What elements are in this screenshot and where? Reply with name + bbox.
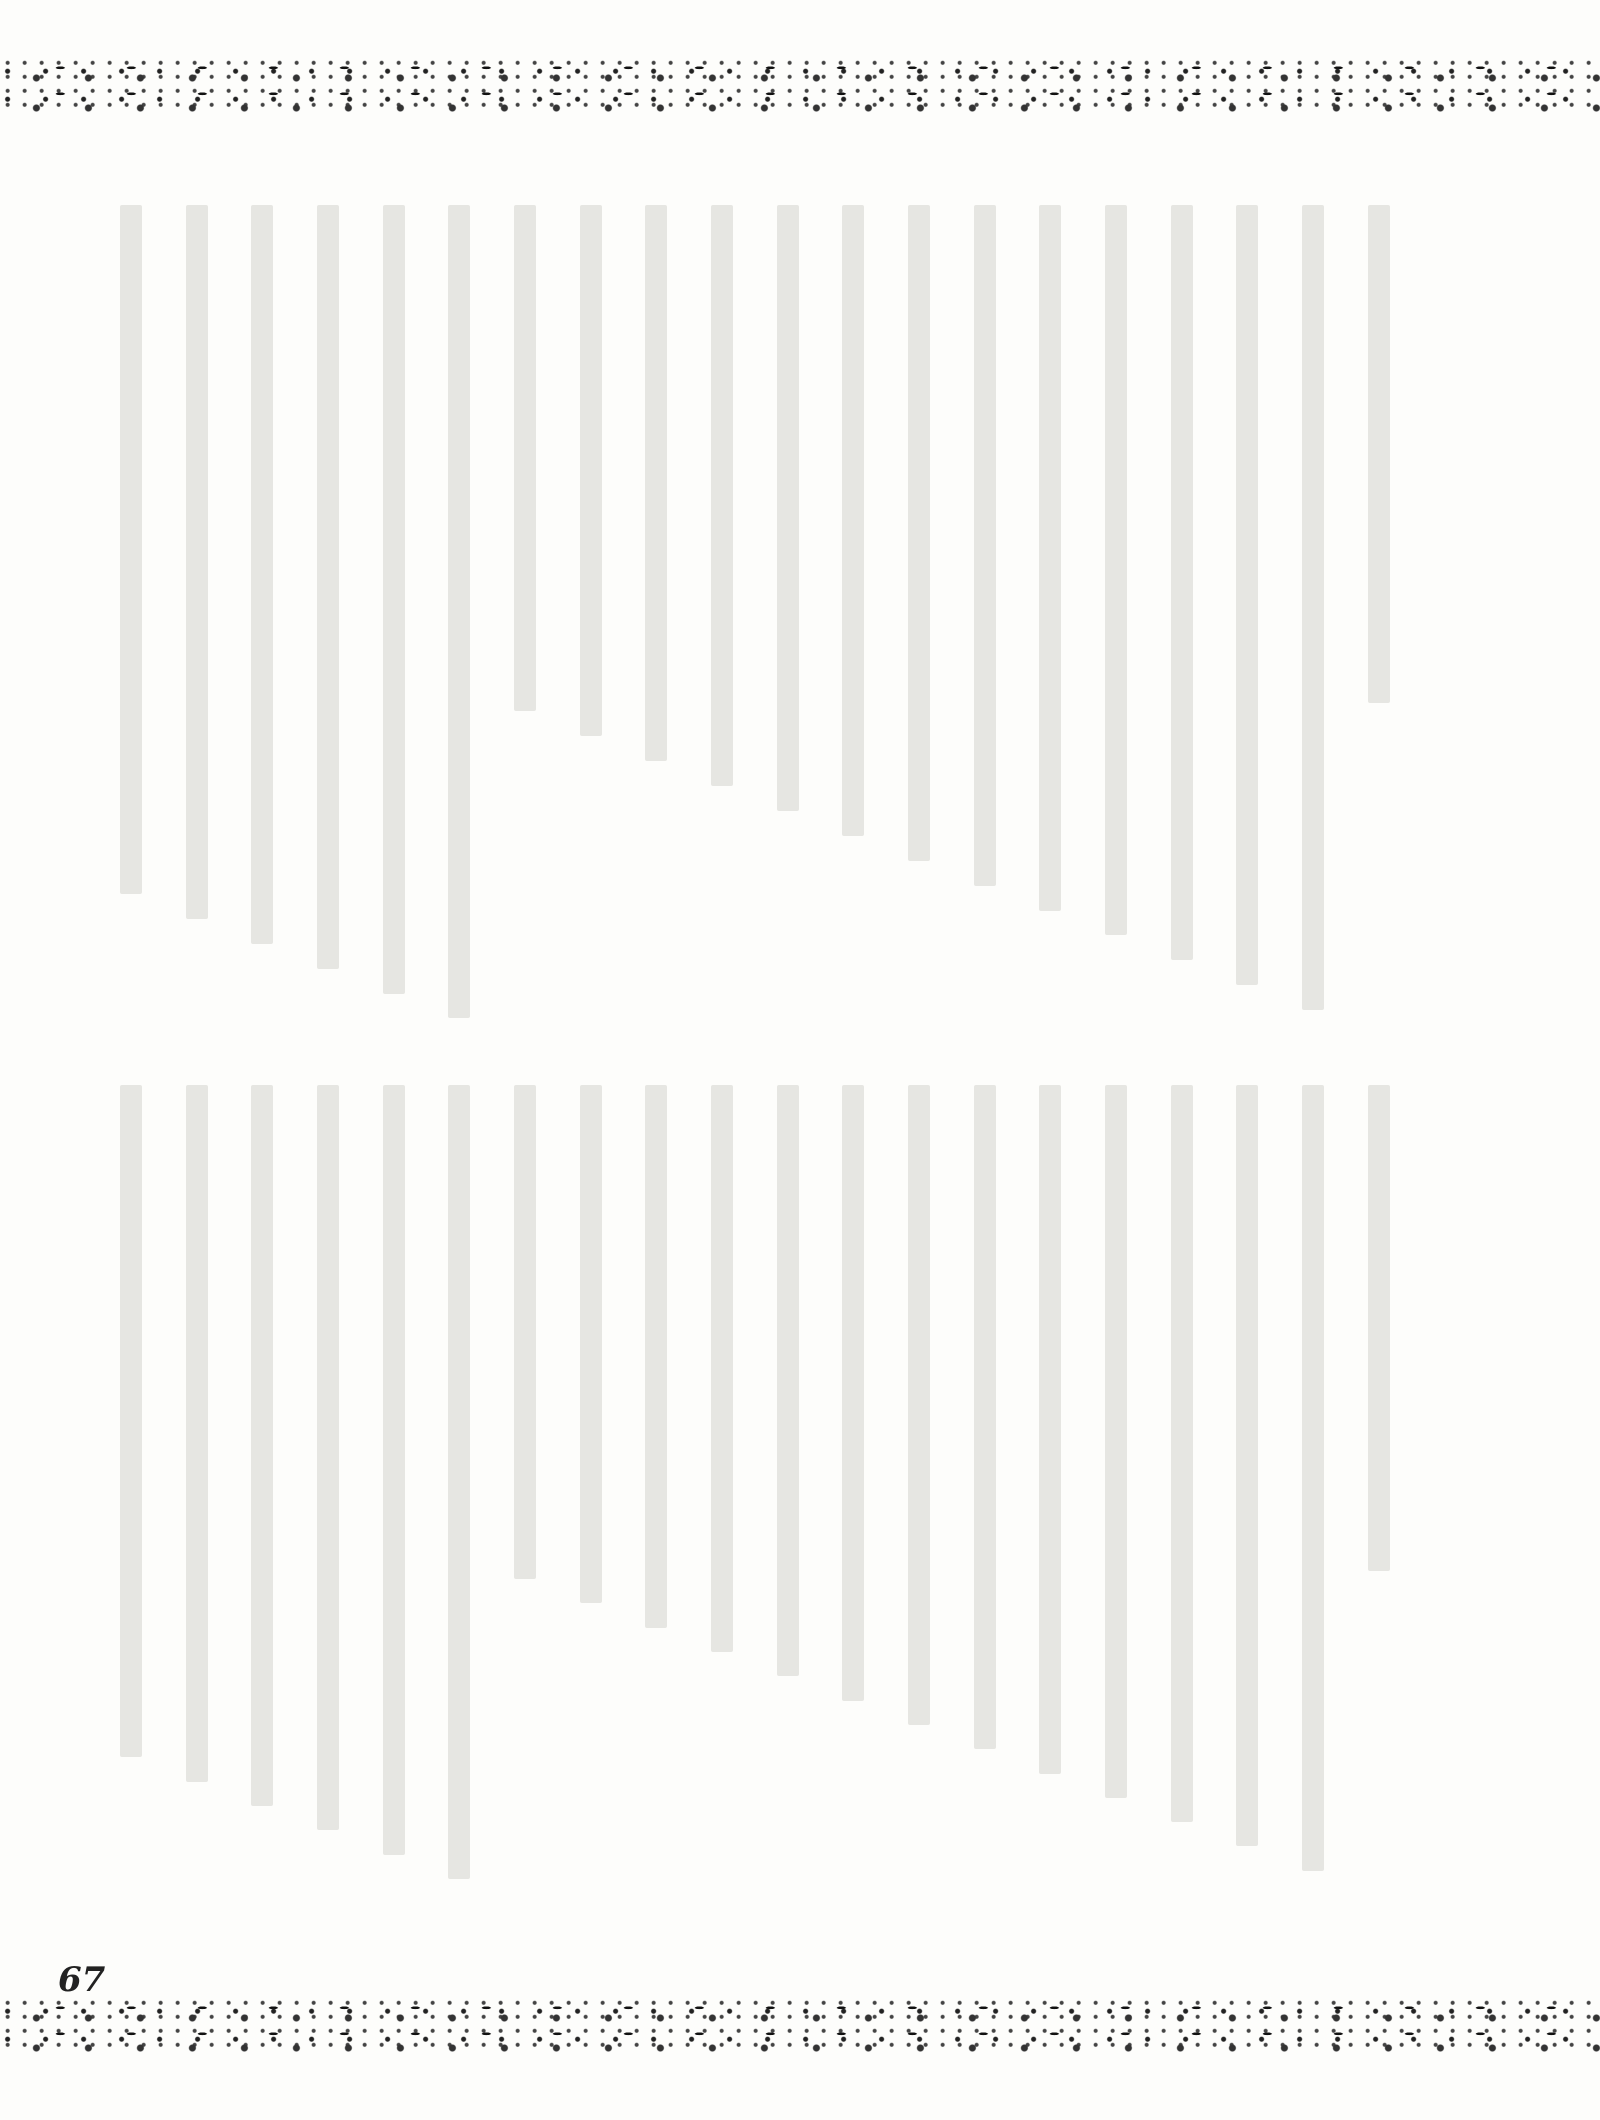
text-column [448, 205, 470, 1018]
text-column [908, 1085, 930, 1725]
text-column [974, 1085, 996, 1749]
text-block-upper [120, 205, 1390, 1035]
text-column [1368, 205, 1390, 703]
text-column [1171, 1085, 1193, 1822]
text-column [317, 1085, 339, 1830]
text-column [1171, 205, 1193, 960]
decorative-border-bottom [0, 2000, 1600, 2056]
text-column [580, 205, 602, 736]
text-column [1302, 1085, 1324, 1871]
text-block-lower [120, 1085, 1390, 1895]
text-column [711, 205, 733, 786]
text-column [120, 1085, 142, 1757]
text-column [1039, 1085, 1061, 1774]
text-column [383, 205, 405, 994]
text-column [514, 1085, 536, 1579]
text-column [186, 205, 208, 919]
text-column [645, 1085, 667, 1628]
text-column [777, 205, 799, 811]
text-column [645, 205, 667, 761]
text-column [1368, 1085, 1390, 1571]
text-column [711, 1085, 733, 1652]
text-column [251, 1085, 273, 1806]
text-column [1105, 205, 1127, 935]
text-column [580, 1085, 602, 1603]
text-column [1302, 205, 1324, 1010]
text-column [1236, 1085, 1258, 1846]
decorative-border-top [0, 60, 1600, 116]
text-column [120, 205, 142, 894]
text-column [777, 1085, 799, 1676]
text-column [1039, 205, 1061, 911]
text-column [842, 1085, 864, 1701]
text-column [1236, 205, 1258, 985]
text-column [251, 205, 273, 944]
text-column [842, 205, 864, 836]
page-number: 67 [58, 1960, 106, 2000]
text-column [908, 205, 930, 861]
text-column [383, 1085, 405, 1855]
text-column [448, 1085, 470, 1879]
text-column [1105, 1085, 1127, 1798]
text-column [317, 205, 339, 969]
text-column [974, 205, 996, 886]
text-column [514, 205, 536, 711]
text-column [186, 1085, 208, 1782]
